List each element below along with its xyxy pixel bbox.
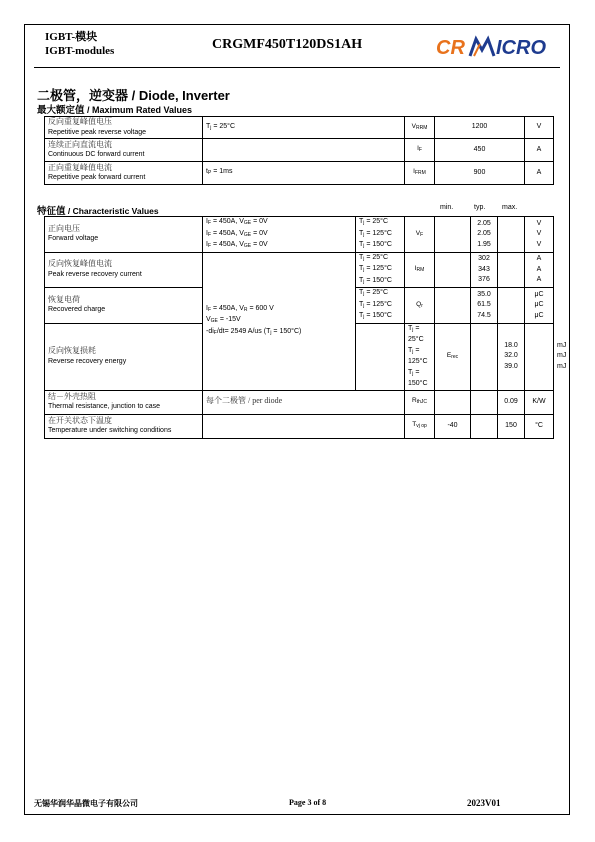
table-row (45, 217, 554, 253)
module-label (45, 30, 114, 58)
symbol: $I_{FRM}$ (405, 162, 435, 185)
char-title-en: / Characteristic Values (65, 206, 159, 216)
typ-value: 35.0 61.5 74.5 (471, 288, 498, 324)
char-table (44, 216, 567, 439)
col-typ-label: typ. (474, 204, 486, 211)
param-en: Continuous DC forward current (48, 151, 145, 158)
symbol: $R_{thJC}$ (405, 390, 435, 414)
table-row (45, 390, 554, 414)
param-cn: 反向恢复损耗 (48, 346, 96, 355)
max-rated-title-en: / Maximum Rated Values (84, 105, 193, 115)
symbol: $T_{vj op}$ (405, 414, 435, 438)
logo-graphic (436, 34, 556, 60)
param-en: Reverse recovery energy (48, 357, 127, 365)
param-cn: 反向重复峰值电压 (48, 117, 112, 126)
max-value (525, 323, 554, 390)
value: 450 (435, 139, 525, 162)
part-number: CRGMF450T120DS1AH (212, 37, 363, 52)
param-cn: 连续正向直流电流 (48, 139, 112, 149)
unit: A A A (525, 252, 554, 288)
svg-text:ICRO: ICRO (496, 37, 546, 59)
table-row (45, 414, 554, 438)
svg-text:CR: CR (436, 37, 465, 59)
typ-value: 2.05 2.05 1.95 (471, 217, 498, 253)
typ-value (471, 390, 498, 414)
typ-value (471, 414, 498, 438)
temperature: $T_j = 25^\circ C$ $T_j = 125^\circ C$ $T_j = 150^\circ C$ (356, 288, 405, 324)
table-row (45, 252, 554, 288)
param-en: Repetitive peak reverse voltage (48, 128, 147, 136)
module-en: IGBT-modules (45, 45, 115, 57)
condition: $t_P = 1ms$ (203, 162, 405, 185)
unit: K/W (525, 390, 554, 414)
footer-version: 2023V01 (467, 798, 501, 808)
symbol: $I_{RM}$ (405, 252, 435, 288)
max-rated-table (44, 116, 554, 185)
typ-value: 302 343 376 (471, 252, 498, 288)
unit: °C (525, 414, 554, 438)
param-cn: 结－外壳热阻 (48, 391, 96, 401)
table-row: 反向恢复损耗 Reverse recovery energy $T_j = 25^\circ C$ $T_j = 125^\circ C$ $T_j = 150^\circ C$ $E_{rec}$ 18.0 32.0 39.0 mJ mJ mJ (45, 323, 554, 390)
company-logo (436, 34, 556, 60)
min-value (471, 323, 498, 390)
char-title (37, 203, 159, 217)
max-value (498, 217, 525, 253)
symbol: $V_F$ (405, 217, 435, 253)
value: 900 (435, 162, 525, 185)
param-en: Recovered charge (48, 306, 106, 314)
symbol: $I_F$ (405, 139, 435, 162)
max-rated-title-cn: 最大额定值 (37, 105, 85, 116)
shared-condition: $I_F = 450A$, $V_R = 600$ V $V_{GE} = -15V$ $-di_F/dt= 2549$ A/us $(T_j = 150^\circ C)$ (203, 252, 356, 390)
col-min-label: min. (440, 204, 454, 211)
max-value (498, 252, 525, 288)
symbol: $E_{rec}$ (435, 323, 471, 390)
footer-company: 无锡华润华晶微电子有限公司 (34, 799, 138, 808)
condition (203, 414, 405, 438)
param-cn: 恢复电荷 (48, 294, 80, 304)
value: 1200 (435, 117, 525, 139)
symbol: $V_{RRM}$ (405, 117, 435, 139)
temperature: $T_j = 25^\circ C$ $T_j = 125^\circ C$ $T_j = 150^\circ C$ (356, 217, 405, 253)
condition: $I_F = 450A$, $V_{GE} = 0V$ $I_F = 450A$, $V_{GE} = 0V$ $I_F = 450A$, $V_{GE} = 0V$ (203, 217, 356, 253)
min-value (435, 252, 471, 288)
param-cn: 在开关状态下温度 (48, 415, 112, 425)
temperature: $T_j = 25^\circ C$ $T_j = 125^\circ C$ $T_j = 150^\circ C$ (356, 252, 405, 288)
min-value (435, 390, 471, 414)
param-en: Repetitive peak forward current (48, 174, 146, 181)
char-title-cn: 特征值 (37, 206, 66, 217)
param-cn: 反向恢复峰值电流 (48, 259, 112, 269)
condition: 每个二极管 / per diode (203, 390, 405, 414)
min-value (435, 217, 471, 253)
max-value: 150 (498, 414, 525, 438)
table-row (45, 162, 554, 185)
condition: $T_j = 25^\circ C$ (203, 117, 405, 139)
typ-value: 18.0 32.0 39.0 (498, 323, 525, 390)
table-row (45, 139, 554, 162)
col-max-label: max. (502, 204, 518, 211)
module-cn: IGBT-模块 (45, 31, 98, 43)
max-value: 0.09 (498, 390, 525, 414)
param-en: Forward voltage (48, 235, 99, 243)
unit: A (525, 162, 554, 185)
param-cn: 正向电压 (48, 223, 80, 233)
header-rule (34, 67, 560, 68)
symbol: $Q_r$ (405, 288, 435, 324)
min-value (435, 288, 471, 324)
condition (203, 139, 405, 162)
unit: μC μC μC (525, 288, 554, 324)
temperature: $T_j = 25^\circ C$ $T_j = 125^\circ C$ $T_j = 150^\circ C$ (405, 323, 435, 390)
unit: V (525, 117, 554, 139)
param-en: Temperature under switching conditions (48, 427, 172, 434)
min-value: -40 (435, 414, 471, 438)
unit: V V V (525, 217, 554, 253)
param-en: Thermal resistance, junction to case (48, 403, 161, 410)
unit: A (525, 139, 554, 162)
table-row (45, 117, 554, 139)
footer-page: Page 3 of 8 (289, 798, 327, 807)
param-cn: 正向重复峰值电流 (48, 162, 112, 172)
section-title: 二极管，逆变器 / Diode, Inverter (37, 88, 230, 103)
condition (356, 323, 405, 390)
max-value (498, 288, 525, 324)
param-en: Peak reverse recovery current (48, 270, 142, 278)
max-rated-title (37, 102, 192, 116)
